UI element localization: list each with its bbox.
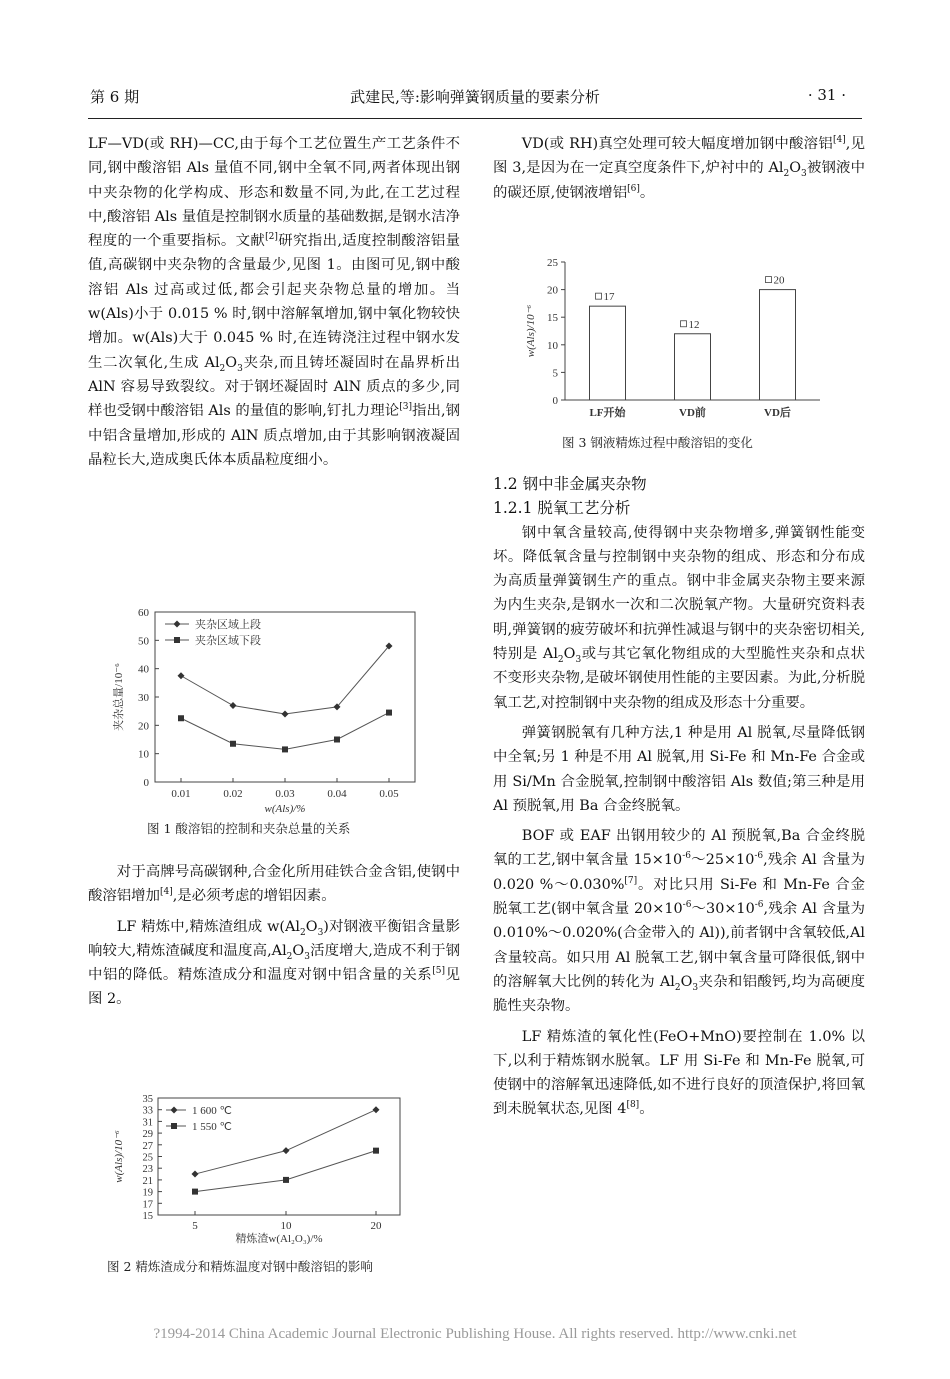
legend-marker [171, 1123, 177, 1129]
text: 夹杂和铝酸钙,均为高硬度脆性夹杂物。 [493, 973, 865, 1015]
text: BOF 或 EAF 出钢用较少的 Al 预脱氧,Ba 合金终脱氧的工艺,钢中氧含量 15×10 [493, 828, 865, 869]
subscript: 3 [801, 169, 807, 180]
subscript: 2 [219, 363, 226, 374]
y-axis-label: w(Als)/10⁻⁶ [113, 1130, 125, 1183]
bar [675, 334, 711, 400]
text: LF 精炼渣的氧化性(FeO+MnO)要控制在 1.0% 以下,以利于精炼钢水脱氧。LF 用 Si-Fe 和 Mn-Fe 脱氧,可使钢中的溶解氧迅速降低,如不进行良好的顶渣保护,将回氧到未脱氧状态,见图 4 [493, 1028, 865, 1118]
text: ,是必须考虑的增铝因素。 [172, 888, 336, 905]
left-paragraph-1 [88, 132, 460, 472]
x-tick-label: 10 [280, 1220, 292, 1232]
text: ,残余 Al 含量为 0.020 %～0.030% [493, 852, 865, 893]
text: 指出,钢中铝含量增加,形成的 AlN 质点增加,由于其影响钢液凝固晶粒长大,造成奥氏体本质晶粒度细小。 [88, 403, 461, 468]
left-paragraph-3 [88, 915, 460, 1012]
y-axis-label: w(Als)/10⁻⁶ [525, 304, 537, 358]
plot-frame [155, 612, 415, 782]
left-column [88, 132, 460, 472]
x-tick-label: 0.04 [327, 788, 347, 800]
data-point [178, 715, 184, 721]
text: )对钢液平衡铝含量影响较大,精炼渣碱度和温度高,Al [88, 918, 460, 959]
citation: [4] [159, 887, 173, 898]
series-line-1 [195, 1110, 376, 1174]
y-tick-label: 20 [547, 284, 558, 297]
text: LF—VD(或 RH)—CC,由于每个工艺位置生产工艺条件不同,钢中酸溶铝 Als 量值不同,钢中全氧不同,两者体现出钢中夹杂物的化学构成、形态和数量不同,为此,在工艺过程中,酸溶铝 Als 量值是控制钢水质量的基础数据,是钢水洁净程度的一个重要指标。文献 [88, 136, 460, 250]
text: 。 [639, 1101, 654, 1118]
series-line-2 [195, 1151, 376, 1192]
exponent: -6 [682, 900, 692, 911]
y-tick-label: 0 [552, 395, 558, 407]
right-paragraph-3: 弹簧钢脱氧有几种方法,1 种是用 Al 脱氧,尽量降低钢中全氧;另 1 种是不用 Al 脱氧,用 Si-Fe 和 Mn-Fe 合金或用 Si/Mn 合金脱氧,控制钢中酸溶铝 Als 数值;第三种是用 Al 预脱氧,用 Ba 合金终脱氧。 [493, 724, 865, 814]
data-point [178, 672, 185, 679]
bar [590, 306, 626, 400]
text: 活度增大,造成不利于钢中铝的降低。精炼渣成分和温度对钢中铝含量的关系 [88, 942, 460, 984]
subscript: 2 [300, 927, 306, 938]
exponent: -6 [682, 851, 691, 862]
data-point [230, 741, 236, 747]
citation: [8] [626, 1100, 640, 1111]
subscript: 2 [286, 951, 293, 962]
text: 或与其它氧化物组成的大型脆性夹杂和点状不变形夹杂物,是破坏钢使用性能的主要因素。为此,分析脱氧工艺,对控制钢中夹杂物的组成及形态十分重要。 [493, 646, 865, 711]
text: ～30×10 [691, 901, 755, 918]
legend-label: 1 600 ℃ [192, 1105, 232, 1117]
y-tick-label: 19 [142, 1187, 153, 1199]
y-tick-label: 20 [138, 720, 149, 733]
subscript: 3 [304, 951, 310, 962]
exponent: -6 [754, 851, 764, 862]
text: O [789, 160, 802, 177]
header-issue: 第 6 期 [90, 88, 140, 106]
data-point [283, 1147, 290, 1154]
x-tick-label: 20 [370, 1220, 382, 1232]
data-label: 20 [773, 274, 785, 287]
series-line-1 [181, 646, 389, 714]
data-point [230, 702, 237, 709]
text: LF 精炼中,精炼渣组成 w(Al [116, 918, 301, 935]
data-point [192, 1171, 199, 1178]
y-tick-label: 23 [142, 1164, 153, 1176]
x-tick-label: 0.02 [223, 788, 243, 800]
figure-1-chart [100, 600, 430, 815]
x-tick-label: 0.01 [171, 788, 191, 800]
y-tick-label: 5 [552, 367, 558, 380]
legend-marker [174, 621, 181, 628]
section-heading-1-2: 1.2 钢中非金属夹杂物 [493, 475, 647, 493]
citation: [2] [265, 232, 278, 243]
legend-marker [171, 1107, 178, 1114]
x-tick-label: 5 [192, 1220, 198, 1232]
text: 对于高牌号高碳钢种,合金化所用硅铁合金含铝,使钢中酸溶铝增加 [88, 864, 460, 905]
legend-label: 1 550 ℃ [192, 1121, 232, 1133]
data-point [282, 746, 288, 752]
figure-1-caption: 图 1 酸溶铝的控制和夹杂总量的关系 [147, 821, 351, 836]
y-tick-label: 29 [142, 1129, 153, 1141]
legend-marker [174, 637, 180, 643]
subscript: 3 [575, 654, 582, 665]
right-paragraph-5 [493, 1025, 865, 1122]
right-column-top [493, 132, 865, 205]
x-tick-label: 0.03 [275, 788, 295, 800]
left-column-lower [88, 860, 460, 1012]
x-axis-label: 精炼渣w(Al₂O₃)/% [235, 1233, 323, 1245]
data-point [283, 1177, 289, 1183]
subscript: 3 [317, 927, 324, 938]
bar [760, 290, 796, 400]
footer-copyright: ?1994-2014 China Academic Journal Electronic Publishing House. All rights reserved. http://www.cnki.net [153, 1326, 797, 1342]
figure-3-caption: 图 3 钢液精炼过程中酸溶铝的变化 [562, 435, 753, 450]
data-label-marker [596, 293, 602, 299]
text: O [680, 973, 693, 990]
figure-2-chart [100, 1090, 420, 1250]
right-paragraph-2 [493, 521, 865, 715]
citation: [6] [627, 183, 640, 194]
data-point [192, 1189, 198, 1195]
y-tick-label: 27 [142, 1140, 153, 1152]
y-tick-label: 30 [138, 692, 149, 704]
y-tick-label: 17 [142, 1199, 153, 1211]
text: O [225, 354, 238, 371]
citation: [3] [399, 402, 412, 413]
data-label-marker [766, 277, 772, 283]
text: VD(或 RH)真空处理可较大幅度增加钢中酸溶铝 [521, 136, 834, 152]
y-tick-label: 50 [138, 635, 149, 648]
left-paragraph-2 [88, 860, 460, 909]
figure-2-caption: 图 2 精炼渣成分和精炼温度对钢中酸溶铝的影响 [107, 1259, 373, 1274]
text: O [305, 918, 318, 935]
text: 见图 2。 [88, 967, 460, 1008]
subscript: 2 [783, 169, 790, 180]
y-tick-label: 15 [142, 1211, 153, 1222]
y-tick-label: 21 [142, 1175, 153, 1187]
legend-label: 夹杂区域下段 [195, 635, 261, 647]
x-tick-label: VD前 [679, 407, 706, 419]
exponent: -6 [754, 900, 764, 911]
subscript: 2 [557, 654, 564, 665]
figure-3-chart [520, 252, 830, 427]
subscript: 3 [692, 982, 699, 993]
y-tick-label: 0 [143, 777, 149, 789]
data-label: 12 [688, 318, 700, 331]
y-axis-label: 夹杂总量/10⁻⁶ [113, 663, 125, 731]
text: 。 [639, 184, 655, 201]
text: 夹杂,而且铸坯凝固时在晶界析出 AlN 容易导致裂纹。对于钢坯凝固时 AlN 质点的多少,同样也受钢中酸溶铝 Als 的量值的影响,钉扎力理论 [88, 354, 460, 420]
y-tick-label: 33 [142, 1105, 153, 1117]
citation: [5] [432, 966, 446, 977]
x-tick-label: VD后 [764, 407, 791, 419]
data-point [334, 737, 340, 743]
text: 钢中氧含量较高,使得钢中夹杂物增多,弹簧钢性能变坏。降低氧含量与控制钢中夹杂物的组成、形态和分布成为高质量弹簧钢生产的重点。钢中非金属夹杂物主要来源为内生夹杂,是钢水一次和二次脱氧产物。大量研究资料表明,弹簧钢的疲劳破坏和抗弹性减退与钢中的夹杂密切相关,特别是 Al [493, 524, 865, 663]
text: ,见图 3,是因为在一定真空度条件下,炉衬中的 Al [493, 136, 866, 177]
text: ～25×10 [690, 852, 755, 869]
y-tick-label: 40 [138, 663, 149, 676]
data-point [373, 1106, 380, 1113]
data-label-marker [681, 321, 687, 327]
y-tick-label: 25 [547, 257, 558, 269]
y-tick-label: 60 [138, 607, 149, 619]
legend-label: 夹杂区域上段 [195, 619, 261, 631]
y-tick-label: 35 [142, 1094, 153, 1105]
x-tick-label: 0.05 [379, 788, 399, 800]
data-label: 17 [603, 291, 615, 304]
data-point [386, 710, 392, 716]
subscript: 2 [674, 982, 681, 993]
right-paragraph-1 [493, 132, 865, 205]
y-tick-label: 10 [547, 339, 558, 352]
x-axis-label: w(Als)/% [264, 803, 306, 815]
citation: [7] [624, 875, 638, 886]
y-tick-label: 10 [138, 748, 149, 761]
section-heading-1-2-1: 1.2.1 脱氧工艺分析 [493, 499, 631, 518]
text: ,残余 Al 含量为 0.010%～0.020%(合金带入的 Al)),前者钢中含氧较低,Al 含量较高。如只用 Al 脱氧工艺,钢中氧含量可降很低,钢中的溶解氧大比例的转化为 Al [493, 901, 866, 990]
right-paragraph-4 [493, 824, 865, 1018]
text: 。对比只用 Si-Fe 和 Mn-Fe 合金脱氧工艺(钢中氧含量 20×10 [493, 876, 865, 918]
series-line-2 [181, 713, 389, 750]
subscript: 3 [237, 363, 243, 374]
text: 被钢液中的碳还原,使钢液增铝 [493, 160, 865, 201]
header-title: 武建民,等:影响弹簧钢质量的要素分析 [350, 88, 600, 106]
text: O [292, 942, 305, 959]
y-tick-label: 31 [142, 1117, 153, 1129]
right-column-lower [493, 472, 865, 1122]
text: 研究指出,适度控制酸溶铝量值,高碳钢中夹杂物的含量最少,见图 1。由图可见,钢中酸溶铝 Als 过高或过低,都会引起夹杂物总量的增加。当 w(Als)小于 0.015 % 时,钢中溶解氧增加,钢中氧化物较快增加。w(Als)大于 0.045 % 时,在连铸浇注过程中钢水发生二次氧化,生成 Al [88, 233, 460, 371]
text: O [563, 646, 576, 663]
data-point [373, 1148, 379, 1154]
header-page-number: · 31 · [807, 86, 846, 104]
y-tick-label: 15 [547, 312, 558, 325]
y-tick-label: 25 [142, 1152, 153, 1164]
citation: [4] [833, 135, 846, 146]
data-point [282, 711, 289, 718]
header-rule [88, 118, 862, 119]
x-tick-label: LF开始 [589, 407, 626, 419]
